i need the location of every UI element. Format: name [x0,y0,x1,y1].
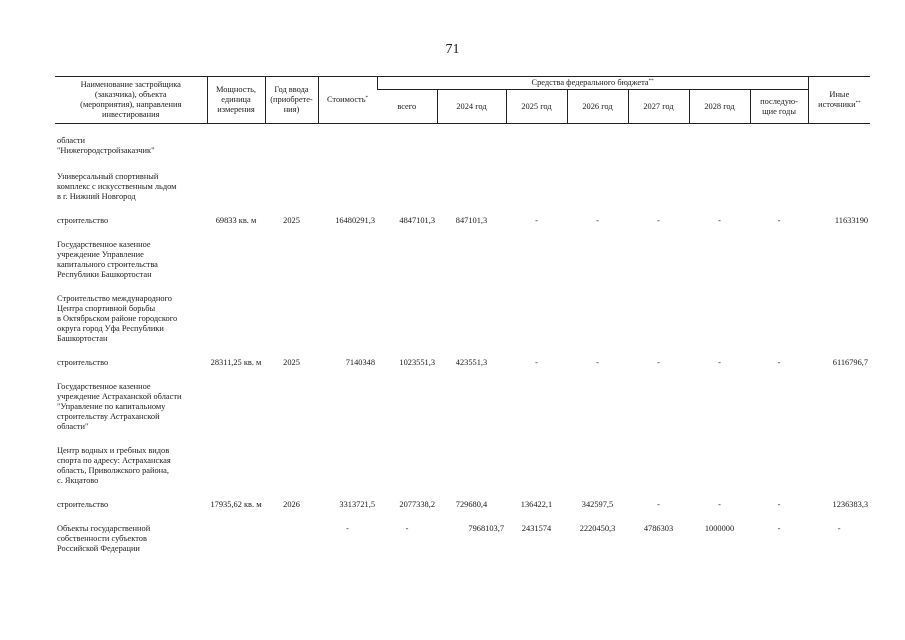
header-cost: Стоимость* [318,77,377,124]
table-row [55,488,870,512]
row-name: Объекты государственной собственности субъектов Российской Федерации [57,523,151,553]
table-header [55,77,870,124]
cell-2025: - [535,357,538,367]
cell-2026: - [596,215,599,225]
cell-cost: 16480291,3 [335,215,375,225]
header-2027: 2027 год [628,90,689,124]
header-later-years: последую- щие годы [750,90,808,124]
table-row [55,160,870,204]
cell-capacity: 28311,25 кв. м [210,357,262,367]
cell-capacity [207,512,265,556]
header-2024: 2024 год [437,90,506,124]
cell-capacity: 17935,62 кв. м [210,499,262,509]
row-name: Строительство международного Центра спортивной борьбы в Октябрьском районе городского округа город Уфа Республики Башкортостан [57,293,178,343]
row-name: Государственное казенное учреждение Астраханской области "Управление по капитальному строительству Астраханской области" [57,381,182,431]
cell-year: 2026 [283,499,300,509]
row-name: строительство [57,215,109,225]
table-row [55,434,870,488]
cell-year: 2025 [283,357,300,367]
table-row [55,282,870,346]
investment-table [55,76,870,556]
cell-year: 2025 [283,215,300,225]
table-row [55,124,870,160]
header-total: всего [377,90,437,124]
cell-2028: 1000000 [704,523,735,533]
cell-2028: - [718,215,721,225]
row-name: строительство [57,499,109,509]
header-other-sources: Иные источники** [808,77,870,124]
row-name: строительство [57,357,109,367]
cell-cost: 3313721,5 [339,499,375,509]
header-2028: 2028 год [689,90,750,124]
row-name: области "Нижегородстройзаказчик" [57,136,155,155]
cell-other: 11633190 [834,215,869,225]
cell-2024: 729680,4 [455,499,488,509]
cell-later: - [777,215,781,225]
cell-total: 2077338,2 [399,499,435,509]
cell-total: 1023551,3 [399,357,435,367]
cell-cost: - [346,523,349,533]
cell-other: - [837,523,841,533]
cell-2027: - [657,357,660,367]
cell-2024: 7968103,7 [468,523,504,533]
cell-total: 4847101,3 [399,215,435,225]
cell-2026: 2220450,3 [579,523,616,533]
table-row [55,204,870,228]
table-row [55,512,870,556]
page-number: 71 [445,42,460,57]
cell-2027: - [657,215,660,225]
header-2026: 2026 год [567,90,628,124]
row-name: Универсальный спортивный комплекс с искусственным льдом в г. Нижний Новгород [57,171,177,201]
cell-2027: 4786303 [643,523,674,533]
table-row [55,346,870,370]
table-body [55,124,870,556]
header-federal-budget: Средства федерального бюджета** [377,77,808,90]
cell-2028: - [718,357,721,367]
cell-cost: 7140348 [345,357,375,367]
header-year: Год ввода (приобрете- ния) [265,77,318,124]
cell-2024: 423551,3 [455,357,488,367]
row-name: Центр водных и гребных видов спорта по адресу: Астраханская область, Приволжского района, с. Якцатово [57,445,171,485]
header-name: Наименование застройщика (заказчика), объекта (мероприятия), направления инвестирования [55,77,207,124]
cell-2027: - [657,499,660,509]
header-capacity: Мощность, единица измерения [207,77,265,124]
cell-later: - [777,357,781,367]
table-row [55,370,870,434]
cell-2024: 847101,3 [455,215,488,225]
cell-2026: 342597,5 [581,499,614,509]
cell-total: - [405,523,409,533]
header-2025: 2025 год [506,90,567,124]
cell-capacity: 69833 кв. м [215,215,257,225]
cell-other: 6116796,7 [832,357,869,367]
table-row [55,228,870,282]
cell-2026: - [596,357,599,367]
cell-year [265,512,318,556]
cell-2025: - [535,215,538,225]
row-name: Государственное казенное учреждение Управление капитального строительства Республики Башкортостан [57,239,158,279]
cell-2025: 136422,1 [520,499,553,509]
cell-later: - [777,523,781,533]
cell-2025: 2431574 [521,523,552,533]
cell-2028: - [718,499,721,509]
cell-later: - [777,499,781,509]
cell-other: 1236383,3 [832,499,869,509]
